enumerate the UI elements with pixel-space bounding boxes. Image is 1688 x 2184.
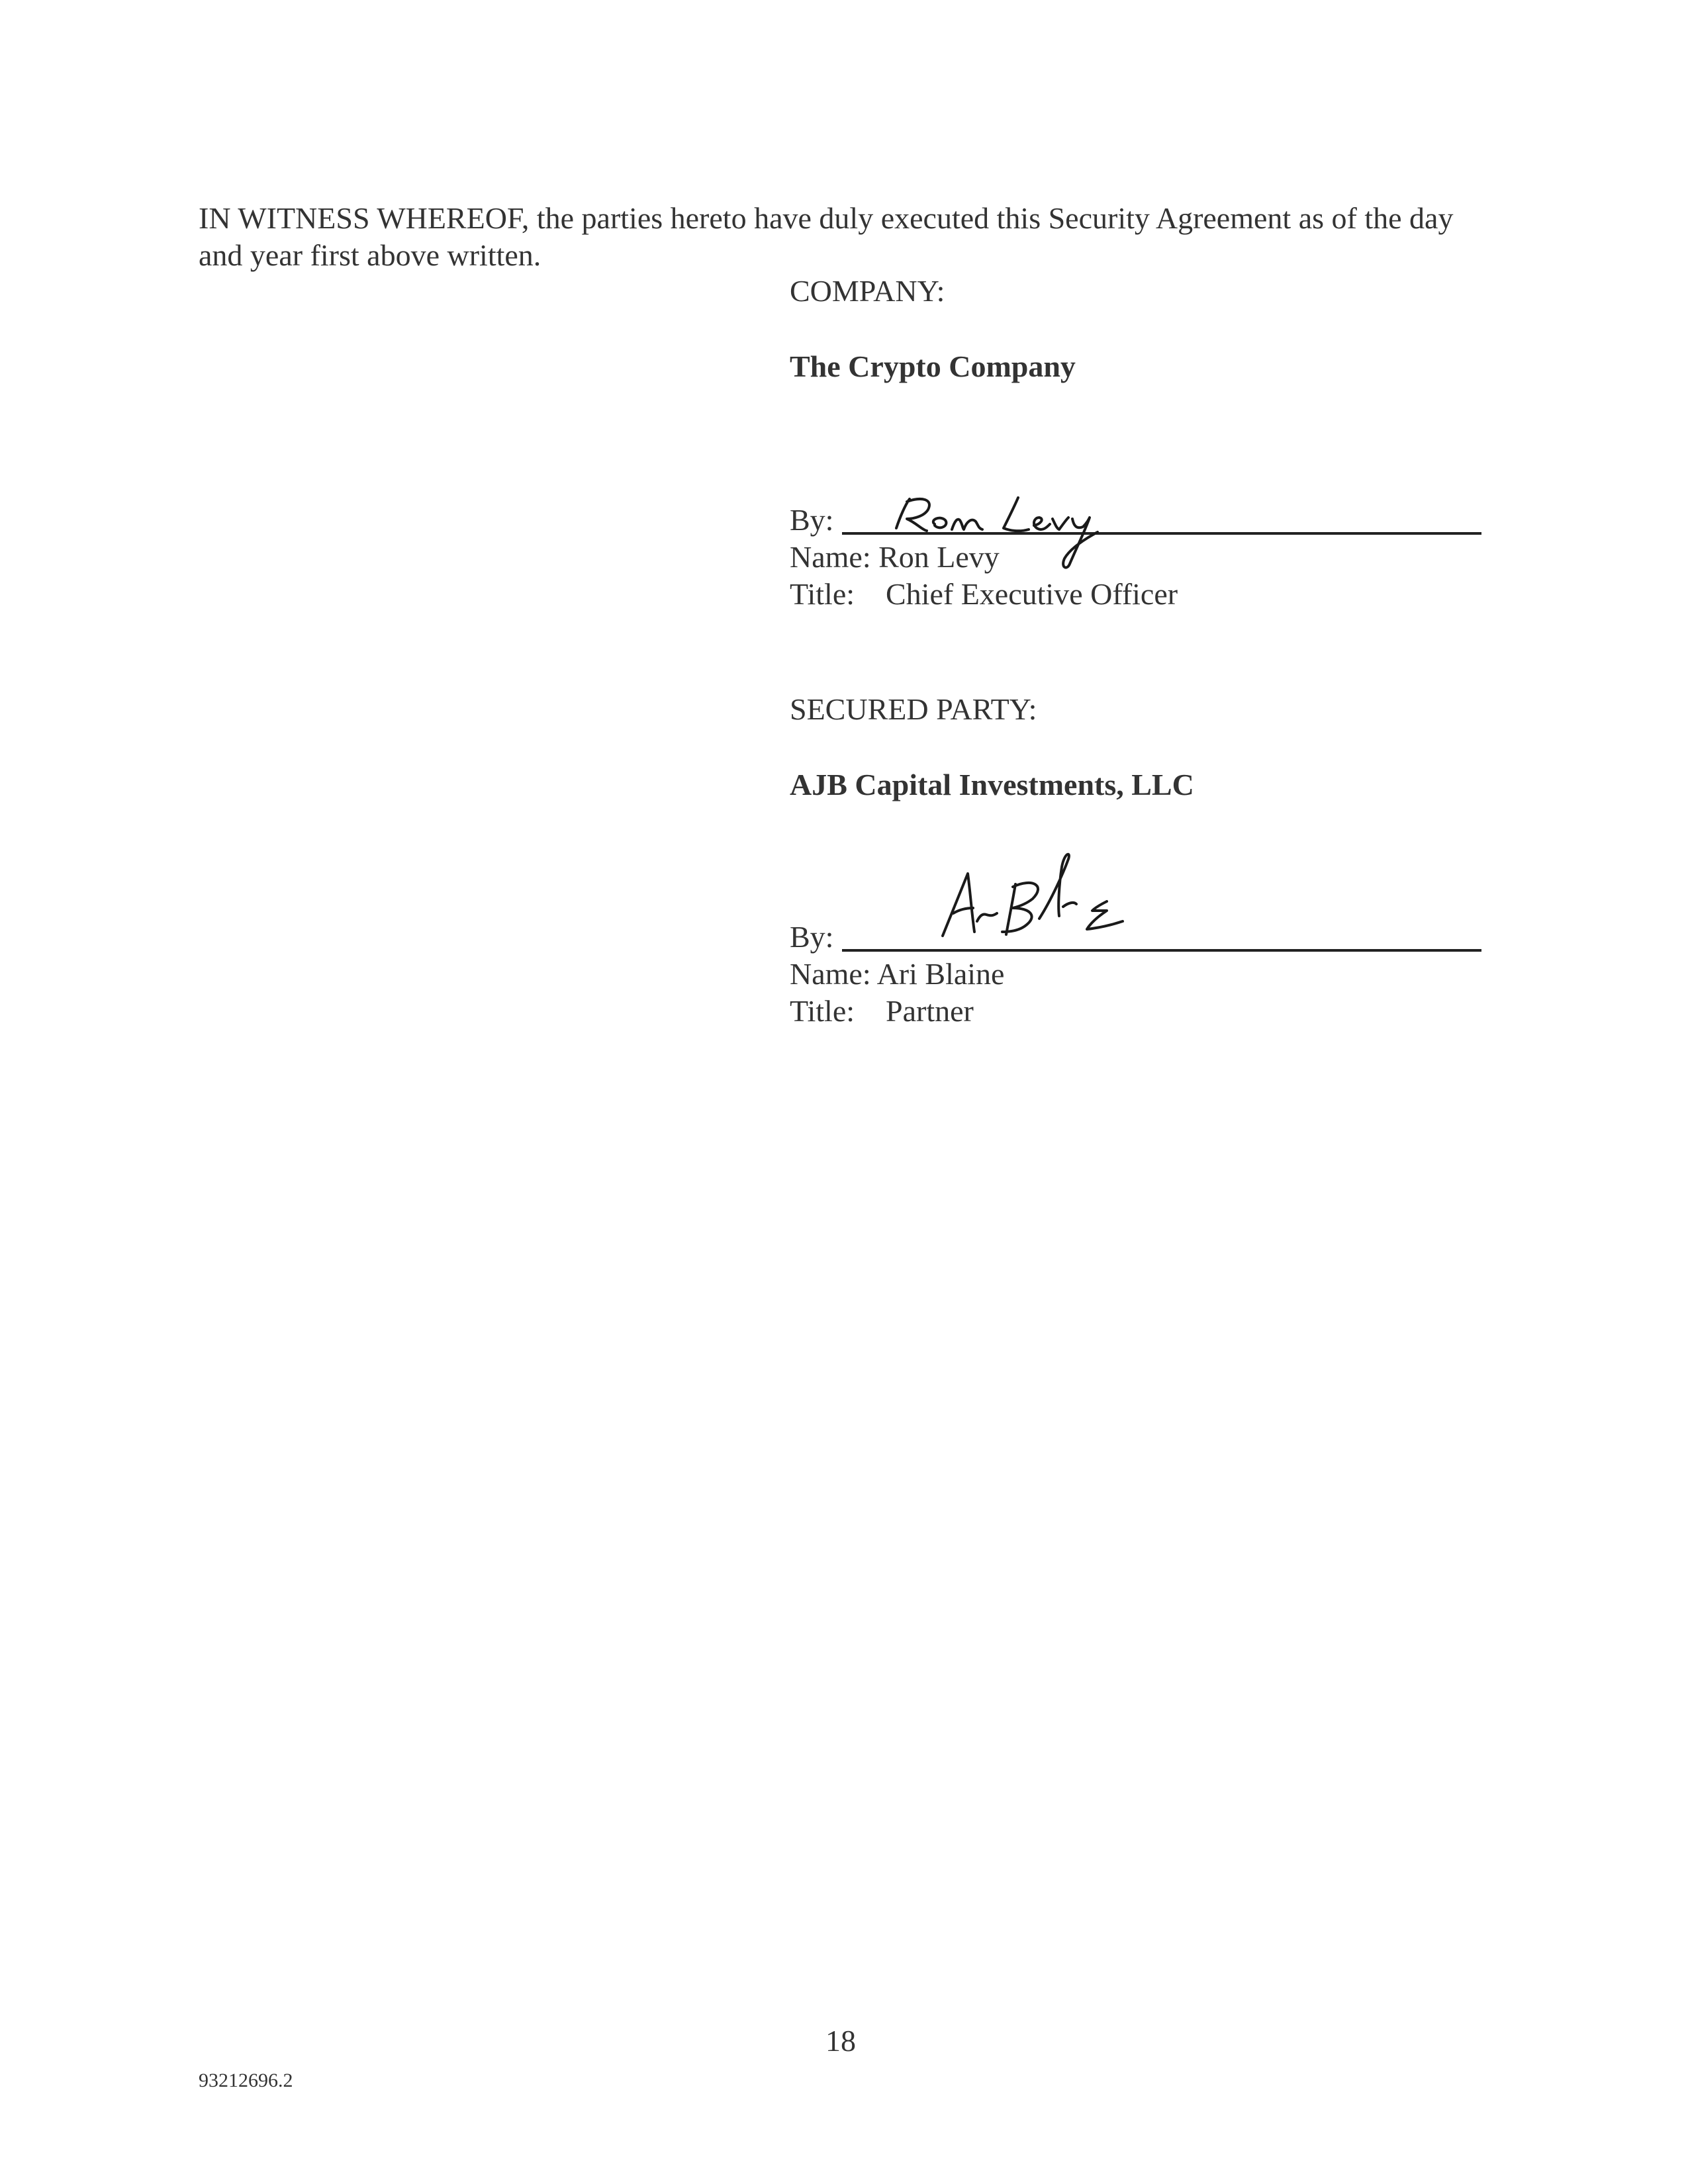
company-name: The Crypto Company [790,349,1076,383]
secured-party-by-label: By: [790,920,834,954]
company-title-value: Chief Executive Officer [886,577,1178,611]
secured-party-title-value: Partner [886,994,974,1028]
secured-party-signature [933,847,1145,953]
secured-party-heading: SECURED PARTY: [790,692,1037,726]
witness-clause: IN WITNESS WHEREOF, the parties hereto have duly executed this Security Agreement as of the day and year first above written. [199,201,1454,272]
secured-party-signer-name: Name: Ari Blaine [790,957,1005,991]
page-number: 18 [825,2024,856,2058]
company-by-label: By: [790,503,834,537]
company-title-label: Title: [790,577,855,611]
secured-party-title-label: Title: [790,994,855,1028]
company-signer-name: Name: Ron Levy [790,540,1000,574]
secured-party-name: AJB Capital Investments, LLC [790,768,1194,801]
document-id: 93212696.2 [199,2070,293,2091]
company-heading: COMPANY: [790,274,945,308]
